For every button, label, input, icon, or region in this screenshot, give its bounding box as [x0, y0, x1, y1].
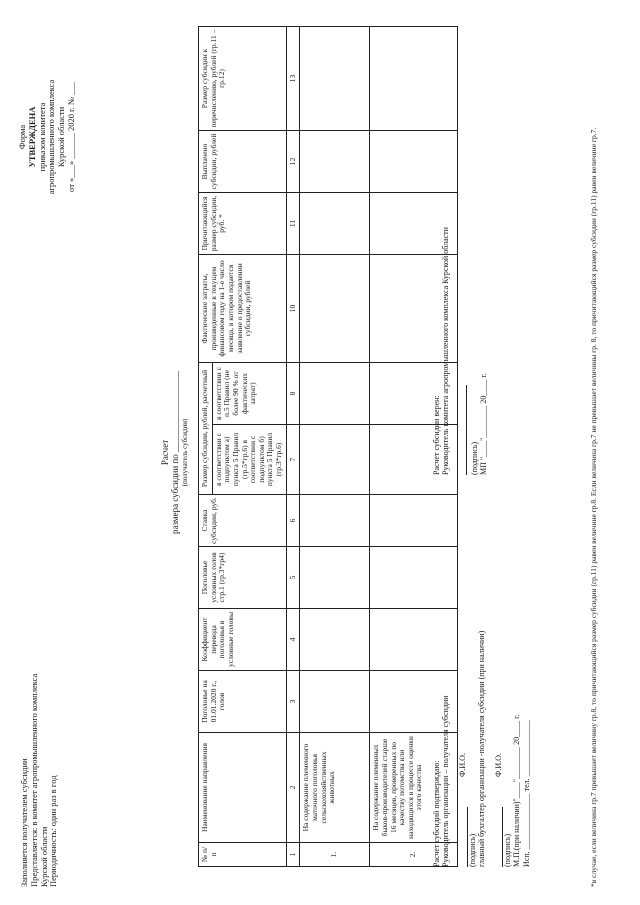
header-livestock: Поголовье на 01.01.2020 г., голов: [199, 671, 287, 733]
accountant-label: главный бухгалтер организации -получателя субсидии (при наличии): [476, 630, 486, 867]
mp-date: М.П.(при наличии)"____"________ 20____ г.: [512, 714, 522, 867]
approval-line-3: Курской области: [56, 106, 67, 168]
col-number: 7: [286, 425, 300, 495]
sign-hint: (подпись): [467, 833, 477, 867]
signature-block-right: [432, 215, 488, 475]
approved-label: УТВЕРЖДЕНА: [26, 106, 37, 168]
table-row: [300, 26, 370, 866]
document-title: [160, 0, 189, 905]
fio-label: Ф.И.О.: [493, 753, 503, 777]
header-paid-subsidy: Выплачено субсидии, рублей: [199, 130, 287, 192]
header-col8: в соответствии с п.5 Правил (не более 90 % от фактических затрат): [212, 362, 286, 424]
mp-date: МП "____"________ 20____ г.: [478, 373, 488, 475]
submission-line-1: Заполняется получателем субсидии: [19, 758, 29, 887]
row-num: 1.: [300, 843, 370, 867]
title-main: Расчет: [160, 439, 170, 466]
title-sub-hint: (получатель субсидии): [180, 418, 189, 487]
header-conditional-heads: Поголовье условных голов стр.1 (гр.3*гр4): [199, 547, 287, 609]
row-direction: На содержание племенных быков-производителей старше 16 месяцев, проверенных по качеству потомства или находящихся в процессе оценки этого качества: [370, 733, 458, 843]
col-number: 5: [286, 547, 300, 609]
col-number: 13: [286, 26, 300, 130]
col-number: 6: [286, 495, 300, 547]
approval-line-2: агропромышленного комплекса: [46, 79, 57, 195]
header-col7: в соответствии с подпунктом а) пункта 5 Правил (гр.5*гр.6) в соответствии с подпунктом б) пункта 5 Правил (гр.3*гр.6): [212, 425, 286, 495]
form-label: Форма: [17, 124, 27, 150]
subsidy-table: [198, 26, 458, 867]
signature-line: [458, 807, 467, 867]
table-header-row: [199, 26, 213, 866]
header-rate: Ставка субсидии, руб.: [199, 495, 287, 547]
header-actual-costs: Фактические затраты, произведенные в текущем финансовом году на 1-е число месяца, в котором подается заявление о предоставлении субсидии, рублей: [199, 254, 287, 362]
committee-head-label: Руководитель комитета агропромышленного комплекса Курской области: [441, 227, 451, 475]
executor-line: Исп. ______________ тел. ______________: [521, 720, 531, 867]
approval-line-1: приказом комитета: [36, 102, 47, 172]
title-sub: размера субсидии по __________________: [170, 370, 181, 535]
header-num: № п/п: [199, 843, 287, 867]
verify-label: Расчет субсидии верен:: [432, 395, 441, 475]
approval-date: от «___» ______ 2020 г. № ___: [65, 82, 76, 192]
header-calculated-subsidy: Размер субсидии, рублей, расчетный: [199, 362, 213, 494]
col-number: 3: [286, 671, 300, 733]
submission-info: [20, 587, 59, 887]
row-direction: На содержание племенного маточного поголовья сельскохозяйственных животных: [300, 733, 370, 843]
footnote: *в случае, если величина гр.7 превышает величину гр.8, то причитающийся размер субсидии (гр.11) равен величине гр.8. Если величина гр.7 не превышает величины гр. 8, то причитающийся размер субсидии (гр.11) равен величине гр.7.: [589, 127, 598, 887]
col-number: 4: [286, 609, 300, 671]
form-approval-header: [18, 22, 77, 252]
row-num: 2.: [370, 843, 458, 867]
signature-line: [466, 385, 467, 475]
col-number: 1: [286, 843, 300, 867]
header-transfer-subsidy: Размер субсидии к перечислению, рублей (гр.11 – гр.12): [199, 26, 287, 130]
col-number: 8: [286, 362, 300, 424]
submission-line-4: Периодичность: один раз в год: [48, 775, 59, 887]
col-number: 11: [286, 192, 300, 254]
confirm-label: Расчет субсидий подтверждаю:: [432, 760, 441, 867]
signature-line: [494, 807, 503, 867]
header-due-subsidy: Причитающийся размер субсидии, руб. *: [199, 192, 287, 254]
sign-hint: (подпись): [469, 441, 479, 475]
header-coefficient: Коэффициент перевода поголовья в условные головы: [199, 609, 287, 671]
table-number-row: [286, 26, 300, 866]
submission-line-2: Представляется: в комитет агропромышленного комплекса: [28, 673, 39, 887]
col-number: 2: [286, 733, 300, 843]
col-number: 12: [286, 130, 300, 192]
signature-block-left: [432, 627, 531, 867]
head-label: Руководитель организации – получателя субсидии: [441, 695, 451, 867]
submission-line-3: Курской области: [38, 826, 49, 887]
fio-label: Ф.И.О.: [458, 753, 468, 777]
header-direction: Наименование направления: [199, 733, 287, 843]
col-number: 10: [286, 254, 300, 362]
sign-hint: (подпись): [503, 833, 513, 867]
